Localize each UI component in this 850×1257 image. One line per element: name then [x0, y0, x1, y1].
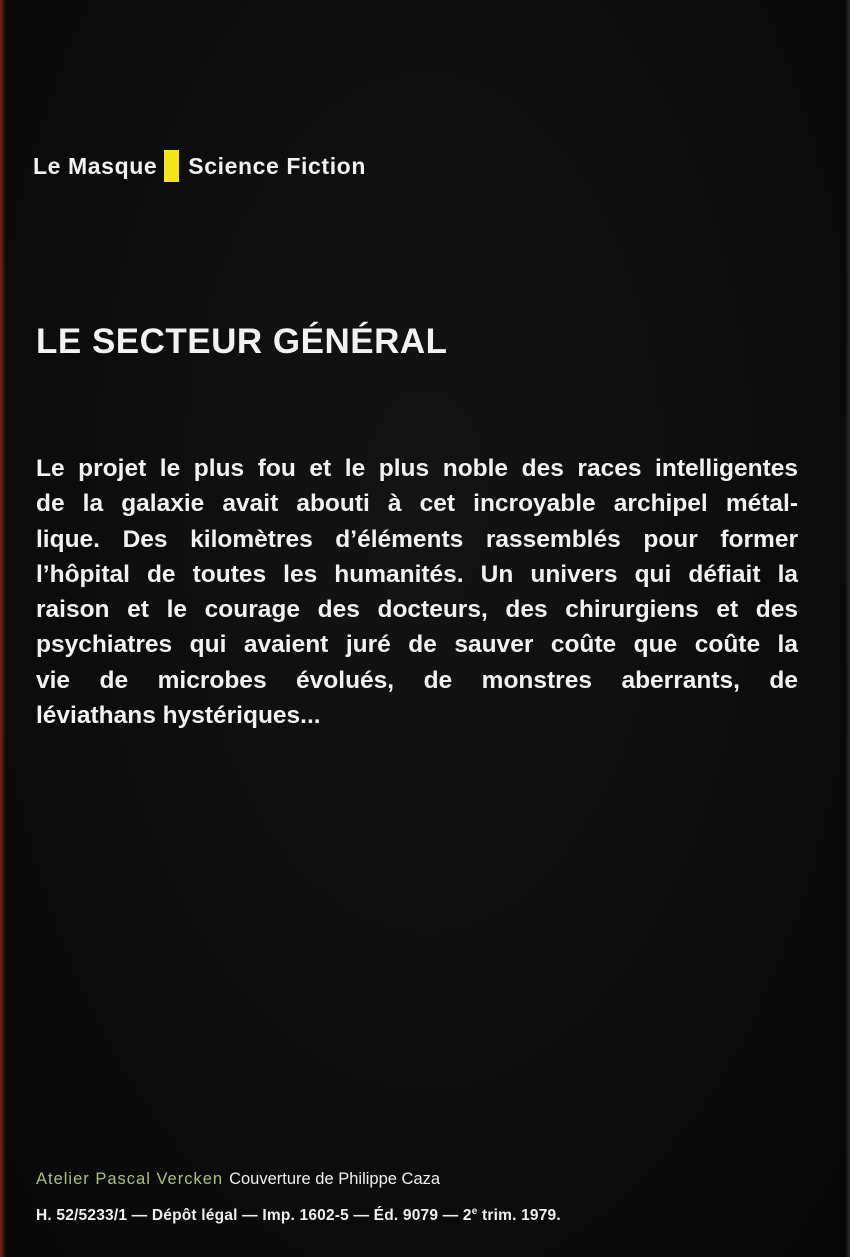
blurb-line: l’hôpital de toutes les humanités. Un univers qui défiait la	[36, 560, 798, 588]
collection-label	[33, 150, 366, 182]
blurb-line: vie de microbes évolués, de monstres aberrants, de	[36, 666, 798, 694]
legal-tail: trim. 1979.	[477, 1207, 561, 1225]
blurb-line: raison et le courage des docteurs, des chirurgiens et des	[36, 596, 798, 624]
cover-left-edge	[0, 0, 6, 1257]
blurb-line: de la galaxie avait abouti à cet incroyable archipel métal-	[36, 490, 798, 518]
blurb-line: Le projet le plus fou et le plus noble des races intelligentes	[36, 455, 798, 482]
atelier-credit: Atelier Pascal Vercken	[36, 1170, 224, 1188]
blurb-text	[36, 451, 798, 733]
blurb-line: léviathans hystériques...	[36, 702, 321, 730]
legal-main: H. 52/5233/1 — Dépôt légal — Imp. 1602-5 — Éd. 9079 — 2	[36, 1207, 472, 1225]
legal-superscript: e	[471, 1206, 478, 1217]
blurb-line: lique. Des kilomètres d’éléments rassemblés pour former	[36, 525, 798, 553]
cover-artist-credit: Couverture de Philippe Caza	[229, 1170, 441, 1188]
book-title: LE SECTEUR GÉNÉRAL	[36, 322, 448, 361]
collection-name-right: Science Fiction	[188, 152, 366, 179]
collection-yellow-bar	[164, 150, 179, 182]
blurb-line: psychiatres qui avaient juré de sauver coûte que coûte la	[36, 631, 798, 659]
collection-name-left: Le Masque	[33, 152, 158, 179]
credits-line	[36, 1170, 440, 1189]
cover-right-edge	[845, 0, 850, 1257]
legal-deposit-line	[36, 1206, 561, 1225]
